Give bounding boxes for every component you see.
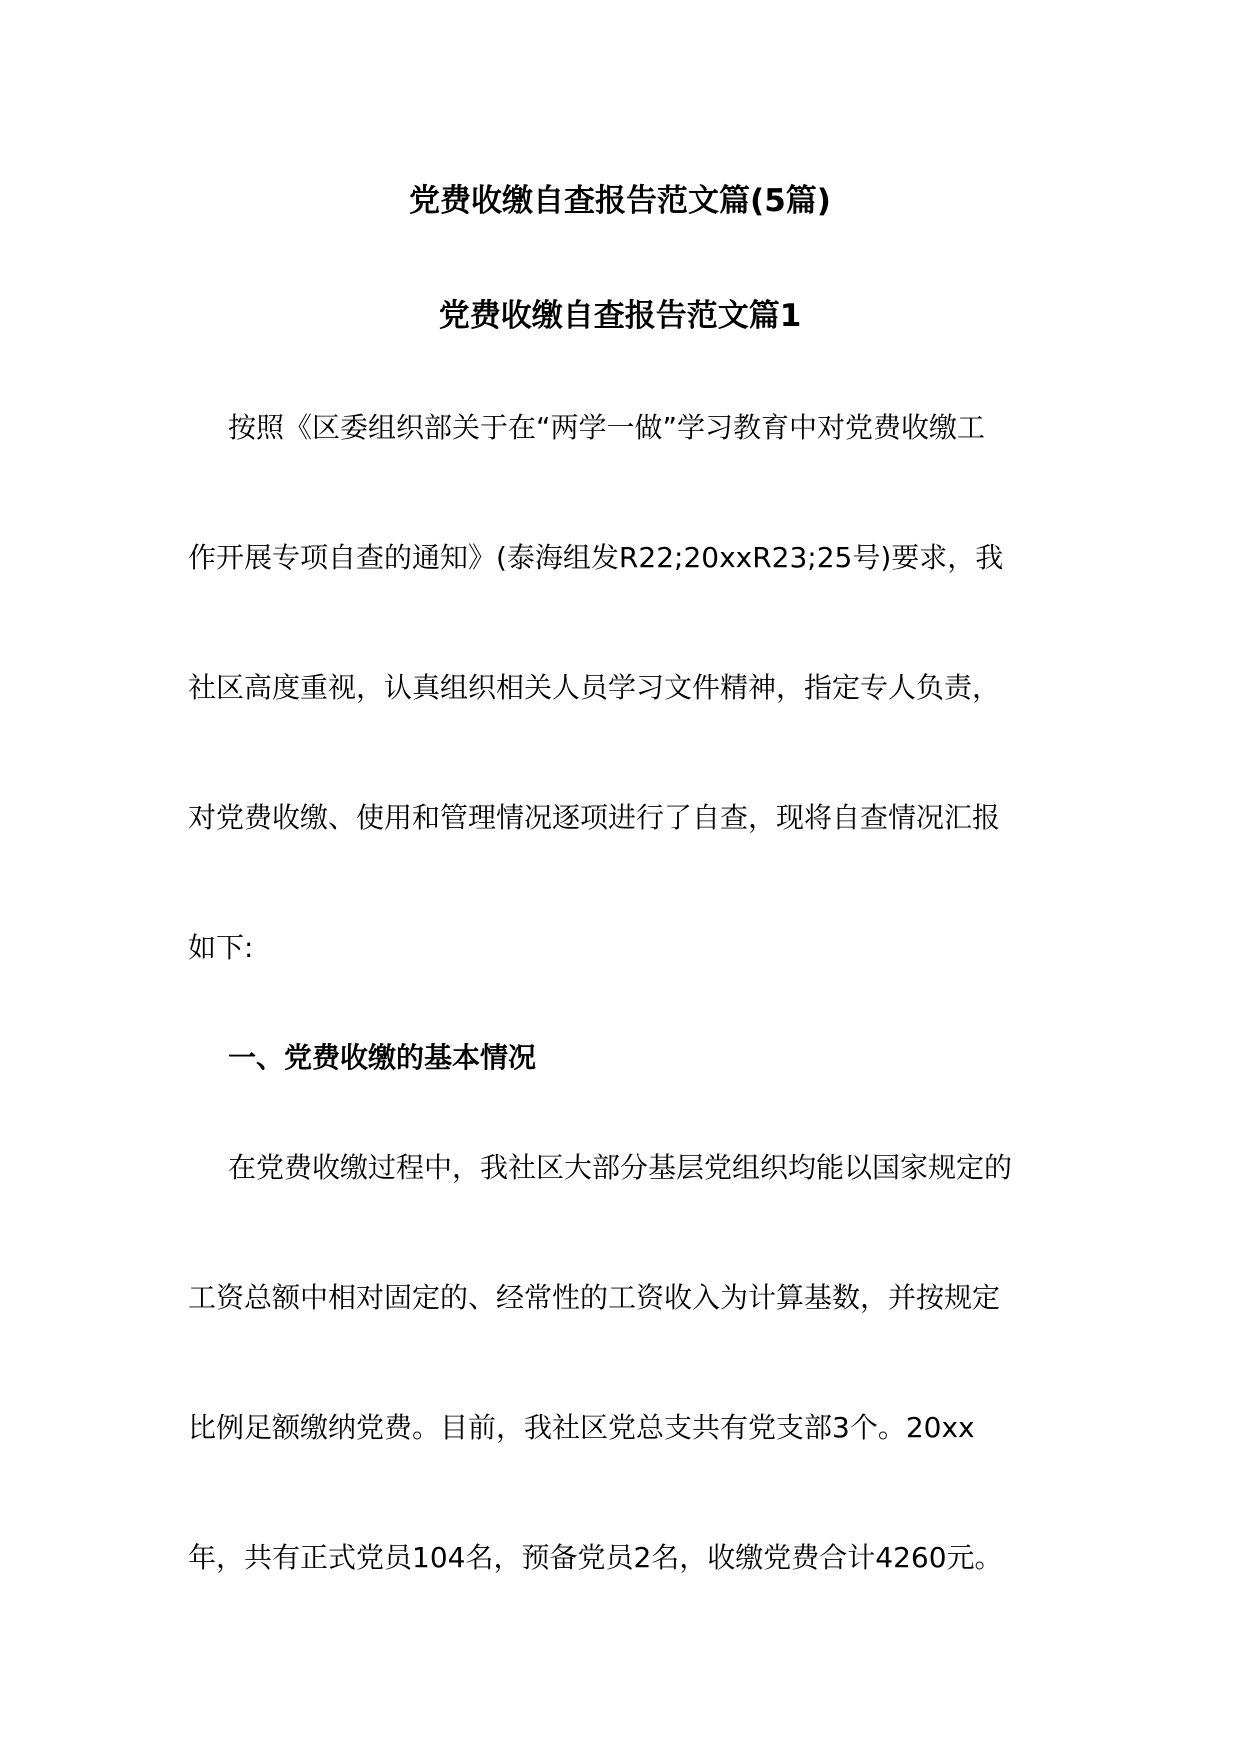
paragraph-line: 在党费收缴过程中，我社区大部分基层党组织均能以国家规定的	[228, 1151, 1013, 1184]
paragraph-line: 比例足额缴纳党费。目前，我社区党总支共有党支部3个。20xx	[188, 1411, 975, 1444]
paragraph-line: 年，共有正式党员104名，预备党员2名，收缴党费合计4260元。	[188, 1541, 1003, 1574]
document-title: 党费收缴自查报告范文篇(5篇)	[409, 183, 831, 219]
paragraph-line: 社区高度重视，认真组织相关人员学习文件精神，指定专人负责，	[188, 671, 1001, 704]
document-subtitle: 党费收缴自查报告范文篇1	[438, 298, 802, 334]
paragraph-line: 工资总额中相对固定的、经常性的工资收入为计算基数，并按规定	[188, 1281, 1001, 1314]
paragraph-line: 按照《区委组织部关于在“两学一做”学习教育中对党费收缴工	[228, 411, 986, 444]
paragraph-line: 如下:	[188, 931, 254, 964]
paragraph-line: 作开展专项自查的通知》(泰海组发R22;20xxR23;25号)要求，我	[188, 541, 1004, 574]
paragraph-line: 对党费收缴、使用和管理情况逐项进行了自查，现将自查情况汇报	[188, 801, 1001, 834]
section-heading: 一、党费收缴的基本情况	[228, 1041, 537, 1074]
